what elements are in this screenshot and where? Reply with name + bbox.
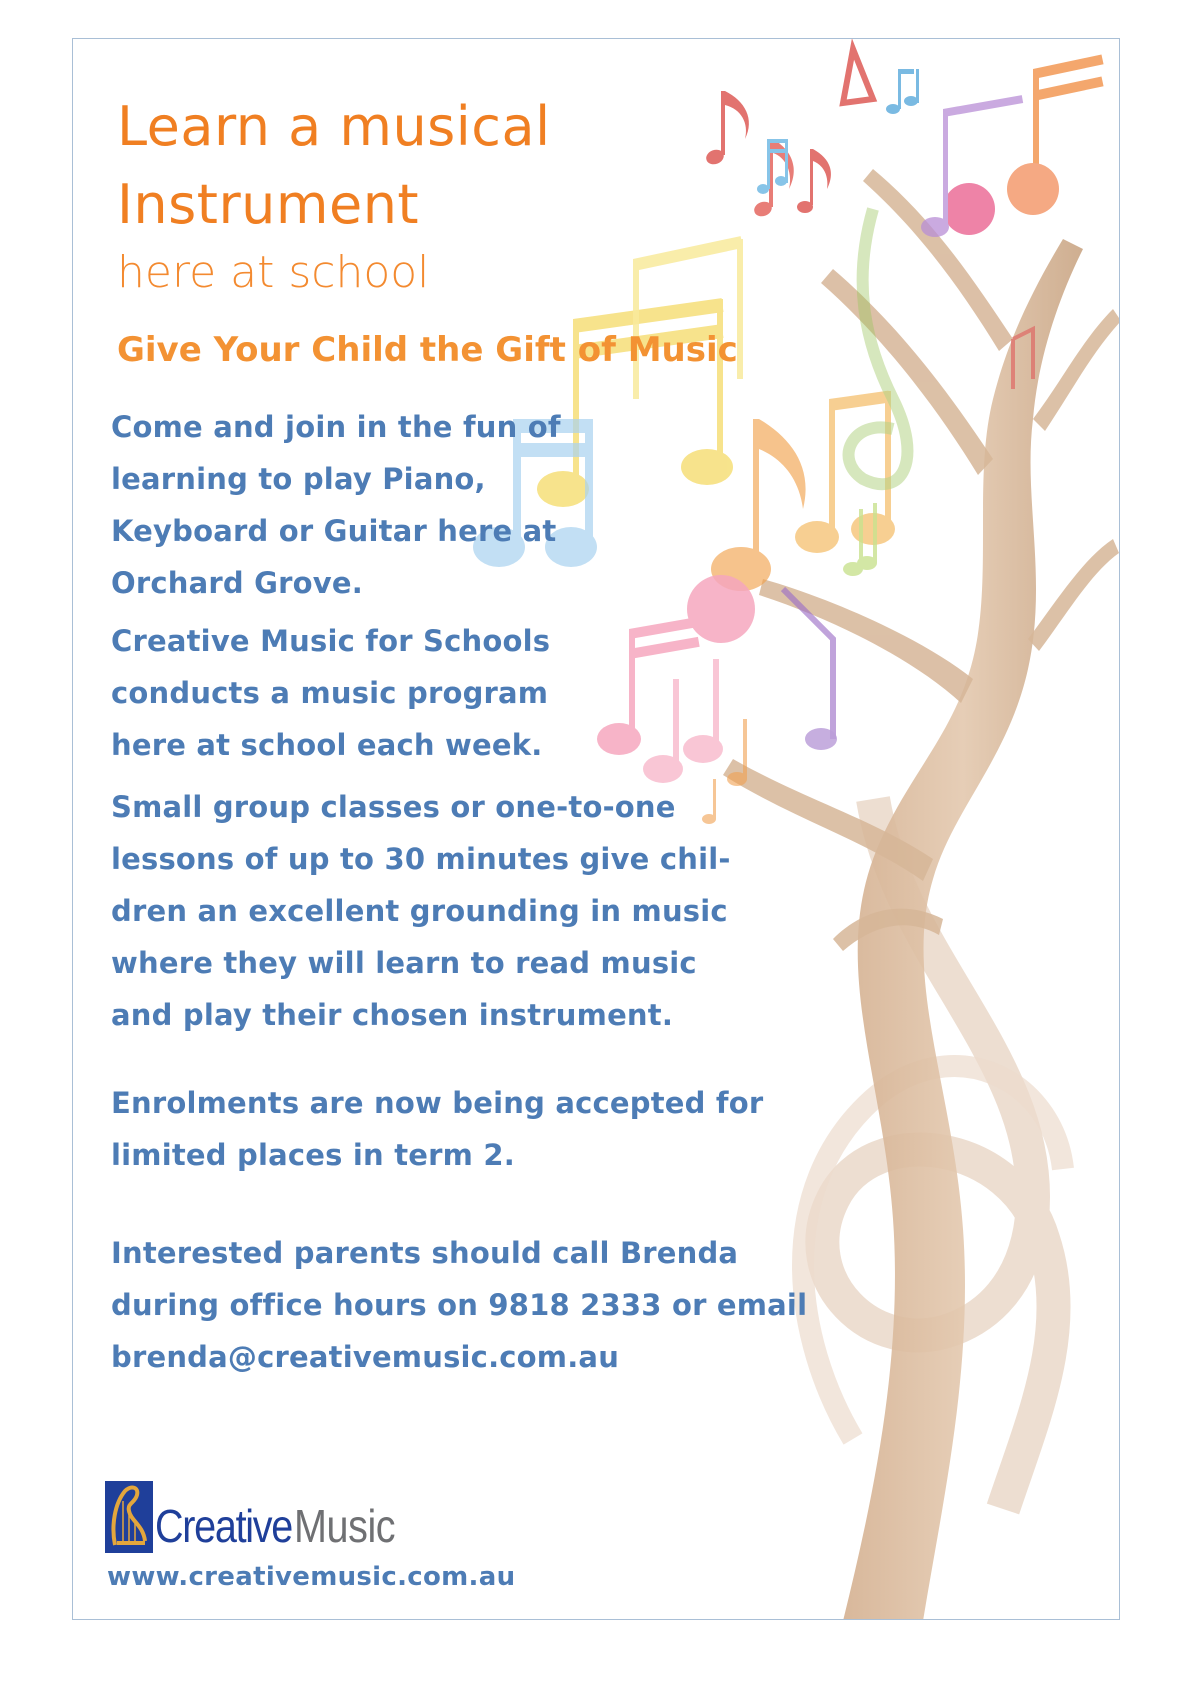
text-line: Interested parents should call Brenda bbox=[111, 1236, 739, 1270]
contact-paragraph bbox=[111, 1227, 807, 1383]
text-line: learning to play Piano, bbox=[111, 462, 486, 496]
text-line: where they will learn to read music bbox=[111, 946, 697, 980]
enrolments-paragraph bbox=[111, 1077, 763, 1181]
text-line: Small group classes or one-to-one bbox=[111, 790, 676, 824]
harp-logo-icon bbox=[105, 1481, 153, 1553]
text-line: Creative Music for Schools bbox=[111, 624, 551, 658]
subtitle: Give Your Child the Gift of Music bbox=[117, 330, 738, 370]
website-link[interactable]: www.creativemusic.com.au bbox=[107, 1562, 516, 1592]
title-line-2: Instrument bbox=[117, 173, 420, 236]
flyer-frame bbox=[72, 38, 1120, 1620]
logo-word-creative: Creative bbox=[155, 1500, 292, 1552]
text-line: and play their chosen instrument. bbox=[111, 998, 674, 1032]
text-line: here at school each week. bbox=[111, 728, 543, 762]
logo-word-music: Music bbox=[294, 1500, 396, 1552]
text-line: conducts a music program bbox=[111, 676, 549, 710]
title-line-1: Learn a musical bbox=[117, 95, 551, 158]
title-line-3: here at school bbox=[117, 247, 430, 298]
program-paragraph bbox=[111, 615, 550, 771]
creative-music-logo bbox=[105, 1481, 412, 1553]
text-line: Orchard Grove. bbox=[111, 566, 363, 600]
classes-paragraph bbox=[111, 781, 731, 1041]
text-line: limited places in term 2. bbox=[111, 1138, 515, 1172]
text-line: Keyboard or Guitar here at bbox=[111, 514, 557, 548]
intro-paragraph bbox=[111, 401, 561, 609]
text-line: during office hours on 9818 2333 or email bbox=[111, 1288, 808, 1322]
text-line: dren an excellent grounding in music bbox=[111, 894, 728, 928]
text-line: lessons of up to 30 minutes give chil- bbox=[111, 842, 731, 876]
contact-email[interactable]: brenda@creativemusic.com.au bbox=[111, 1340, 620, 1374]
text-line: Come and join in the fun of bbox=[111, 410, 561, 444]
text-line: Enrolments are now being accepted for bbox=[111, 1086, 764, 1120]
